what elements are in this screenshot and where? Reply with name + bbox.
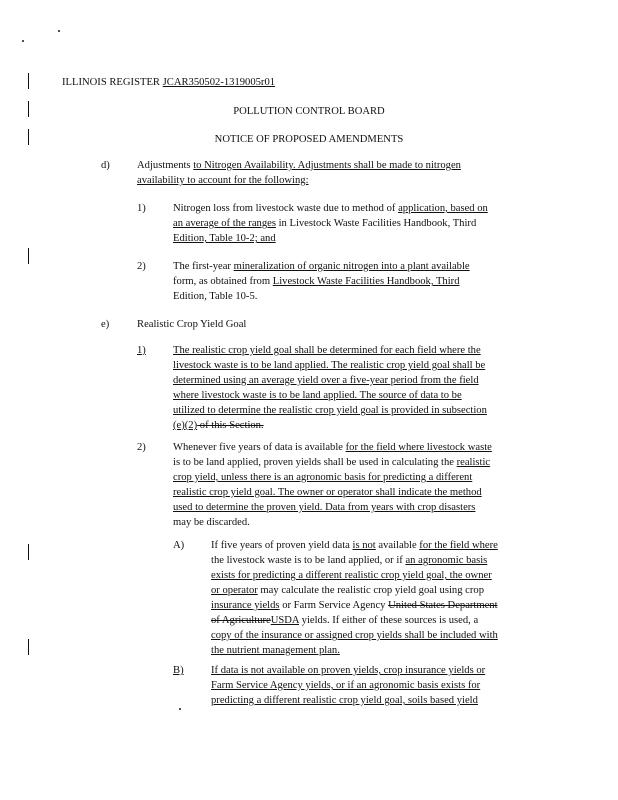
- item-label: B): [173, 665, 184, 676]
- paragraph-line: The first-year mineralization of organic nitrogen into a plant available: [173, 261, 470, 272]
- paragraph-line: livestock waste is to be land applied. The realistic crop yield goal shall be: [173, 360, 486, 371]
- item-label: A): [173, 540, 185, 551]
- paragraph-line: used to determine the proven yield. Data from years with crop disasters: [173, 502, 476, 513]
- paragraph-line: exists for predicting a different realistic crop yield goal, the owner: [211, 570, 492, 581]
- paragraph-line: Edition, Table 10-2; and: [173, 233, 276, 244]
- paragraph-line: where livestock waste is to be land applied. The source of data to be: [173, 390, 462, 401]
- paragraph-line: an average of the ranges in Livestock Waste Facilities Handbook, Third: [173, 218, 477, 229]
- register-heading: ILLINOIS REGISTER JCAR350502-1319005r01: [62, 77, 276, 88]
- paragraph-line: of AgricultureUSDA yields. If either of these sources is used, a: [211, 615, 479, 626]
- revision-bar: [28, 544, 29, 560]
- notice-title: NOTICE OF PROPOSED AMENDMENTS: [214, 134, 404, 145]
- paragraph-line: is to be land applied, proven yields shall be used in calculating the realistic: [173, 457, 491, 468]
- revision-bar: [28, 639, 29, 655]
- item-label: 2): [137, 261, 146, 272]
- paragraph-line: form, as obtained from Livestock Waste Facilities Handbook, Third: [173, 276, 460, 287]
- paragraph-line: If data is not available on proven yields, crop insurance yields or: [211, 665, 486, 676]
- paragraph-line: copy of the insurance or assigned crop yields shall be included with: [211, 630, 498, 641]
- revision-bar: [28, 73, 29, 89]
- scan-speck: [179, 708, 181, 710]
- section-d-label: d): [101, 160, 110, 171]
- paragraph-line: Nitrogen loss from livestock waste due to method of application, based on: [173, 203, 488, 214]
- paragraph-line: availability to account for the following:: [137, 175, 309, 186]
- paragraph-line: crop yield, unless there is an agronomic basis for predicting a different: [173, 472, 473, 483]
- paragraph-line: may be discarded.: [173, 517, 250, 528]
- revision-bar: [28, 248, 29, 264]
- paragraph-line: Farm Service Agency yields, or if an agronomic basis exists for: [211, 680, 481, 691]
- item-label: 1): [137, 345, 146, 356]
- paragraph-line: determined using an average yield over a five-year period from the field: [173, 375, 479, 386]
- section-e-title: Realistic Crop Yield Goal: [137, 319, 247, 330]
- paragraph-line: insurance yields or Farm Service Agency United States Department: [211, 600, 498, 611]
- paragraph-line: the livestock waste is to be land applied, or if an agronomic basis: [211, 555, 488, 566]
- agency-title: POLLUTION CONTROL BOARD: [233, 106, 385, 117]
- paragraph-line: realistic crop yield goal. The owner or operator shall indicate the method: [173, 487, 482, 498]
- paragraph-line: Whenever five years of data is available for the field where livestock waste: [173, 442, 492, 453]
- item-label: 2): [137, 442, 146, 453]
- paragraph-line: Adjustments to Nitrogen Availability. Adjustments shall be made to nitrogen: [137, 160, 461, 171]
- scan-speck: [22, 40, 24, 42]
- paragraph-line: Edition, Table 10-5.: [173, 291, 258, 302]
- paragraph-line: utilized to determine the realistic crop yield goal is provided in subsection: [173, 405, 487, 416]
- paragraph-line: or operator may calculate the realistic crop yield goal using crop: [211, 585, 484, 596]
- paragraph-line: the nutrient management plan.: [211, 645, 340, 656]
- scan-speck: [58, 30, 60, 32]
- paragraph-line: (e)(2) of this Section.: [173, 420, 264, 431]
- section-e-label: e): [101, 319, 110, 330]
- paragraph-line: predicting a different realistic crop yield goal, soils based yield: [211, 695, 478, 706]
- item-label: 1): [137, 203, 146, 214]
- paragraph-line: If five years of proven yield data is not available for the field where: [211, 540, 498, 551]
- paragraph-line: The realistic crop yield goal shall be determined for each field where the: [173, 345, 481, 356]
